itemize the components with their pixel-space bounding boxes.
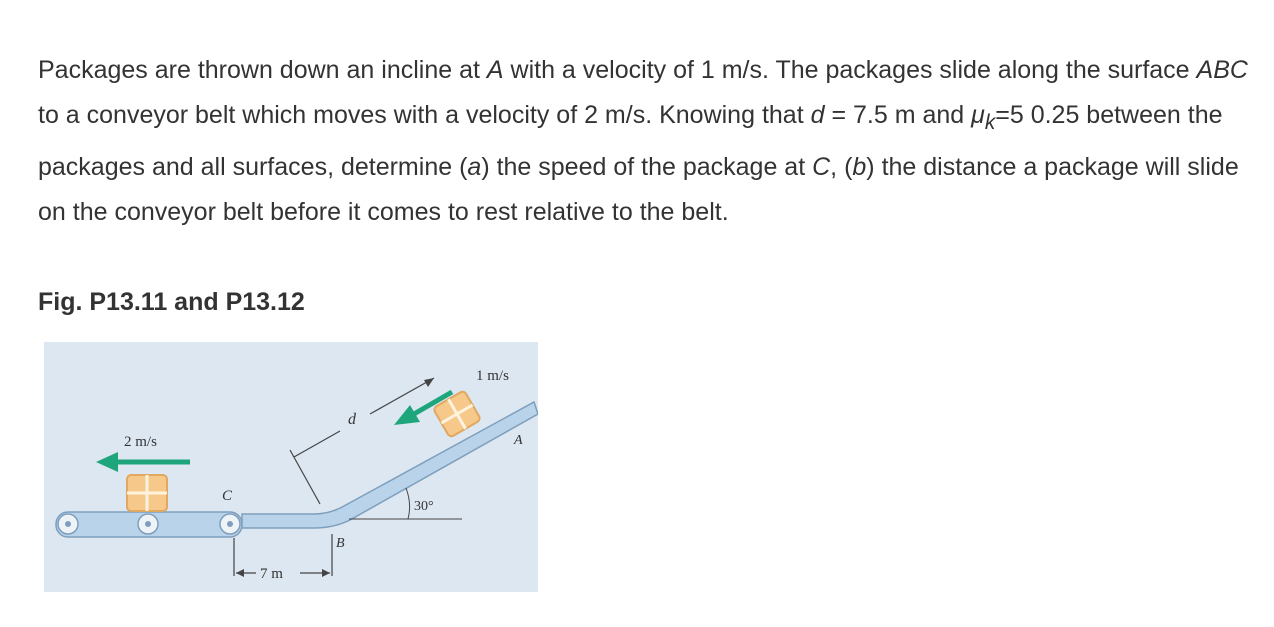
point-a-ref: A (486, 56, 504, 84)
figure-diagram (44, 342, 538, 592)
dimension-line (290, 450, 320, 504)
incline-speed-label: 1 m/s (476, 368, 509, 384)
problem-text: Packages are thrown down an incline at (38, 56, 487, 84)
dimension-line (294, 431, 340, 457)
surface-abc-ref: ABC (1196, 56, 1248, 84)
problem-text: =5 0.25 between the packages and all surfaces, determine ( (38, 101, 1223, 181)
mu-symbol: μ (971, 101, 985, 129)
angle-label: 30° (414, 499, 434, 514)
point-c-label: C (222, 488, 233, 504)
belt-velocity-arrow (96, 452, 190, 472)
belt-pulley (220, 514, 240, 534)
problem-text: to a conveyor belt which moves with a velocity of 2 m/s. Knowing that (38, 101, 811, 129)
angle-arc (406, 488, 410, 519)
problem-text: with a velocity of 1 m/s. The packages slide along the surface (503, 56, 1197, 84)
point-a-label: A (514, 433, 523, 448)
part-b-ref: b (852, 153, 867, 181)
span-label: 7 m (260, 566, 283, 582)
mu-subscript: k (984, 111, 996, 134)
dimension-arrowhead (236, 569, 244, 577)
point-b-label: B (336, 536, 345, 551)
d-label: d (348, 411, 356, 428)
point-c-ref: C (812, 153, 831, 181)
belt-pulley (58, 514, 78, 534)
dimension-arrowhead (424, 378, 434, 387)
belt-pulley (138, 514, 158, 534)
problem-text: , ( (830, 153, 853, 181)
problem-statement (38, 48, 1248, 235)
distance-d-ref: d (810, 101, 825, 129)
conveyor-diagram (44, 342, 538, 592)
package-on-belt (127, 475, 167, 511)
figure-title: Fig. P13.11 and P13.12 (38, 288, 305, 316)
dimension-arrowhead (322, 569, 330, 577)
problem-text: ) the speed of the package at (481, 153, 813, 181)
problem-text: ) the distance a package will slide on the conveyor belt before it comes to rest relative to the belt. (38, 153, 1239, 226)
problem-text: = 7.5 m and (824, 101, 972, 129)
incline-surface (242, 402, 538, 528)
belt-speed-label: 2 m/s (124, 434, 157, 450)
part-a-ref: a (467, 153, 482, 181)
